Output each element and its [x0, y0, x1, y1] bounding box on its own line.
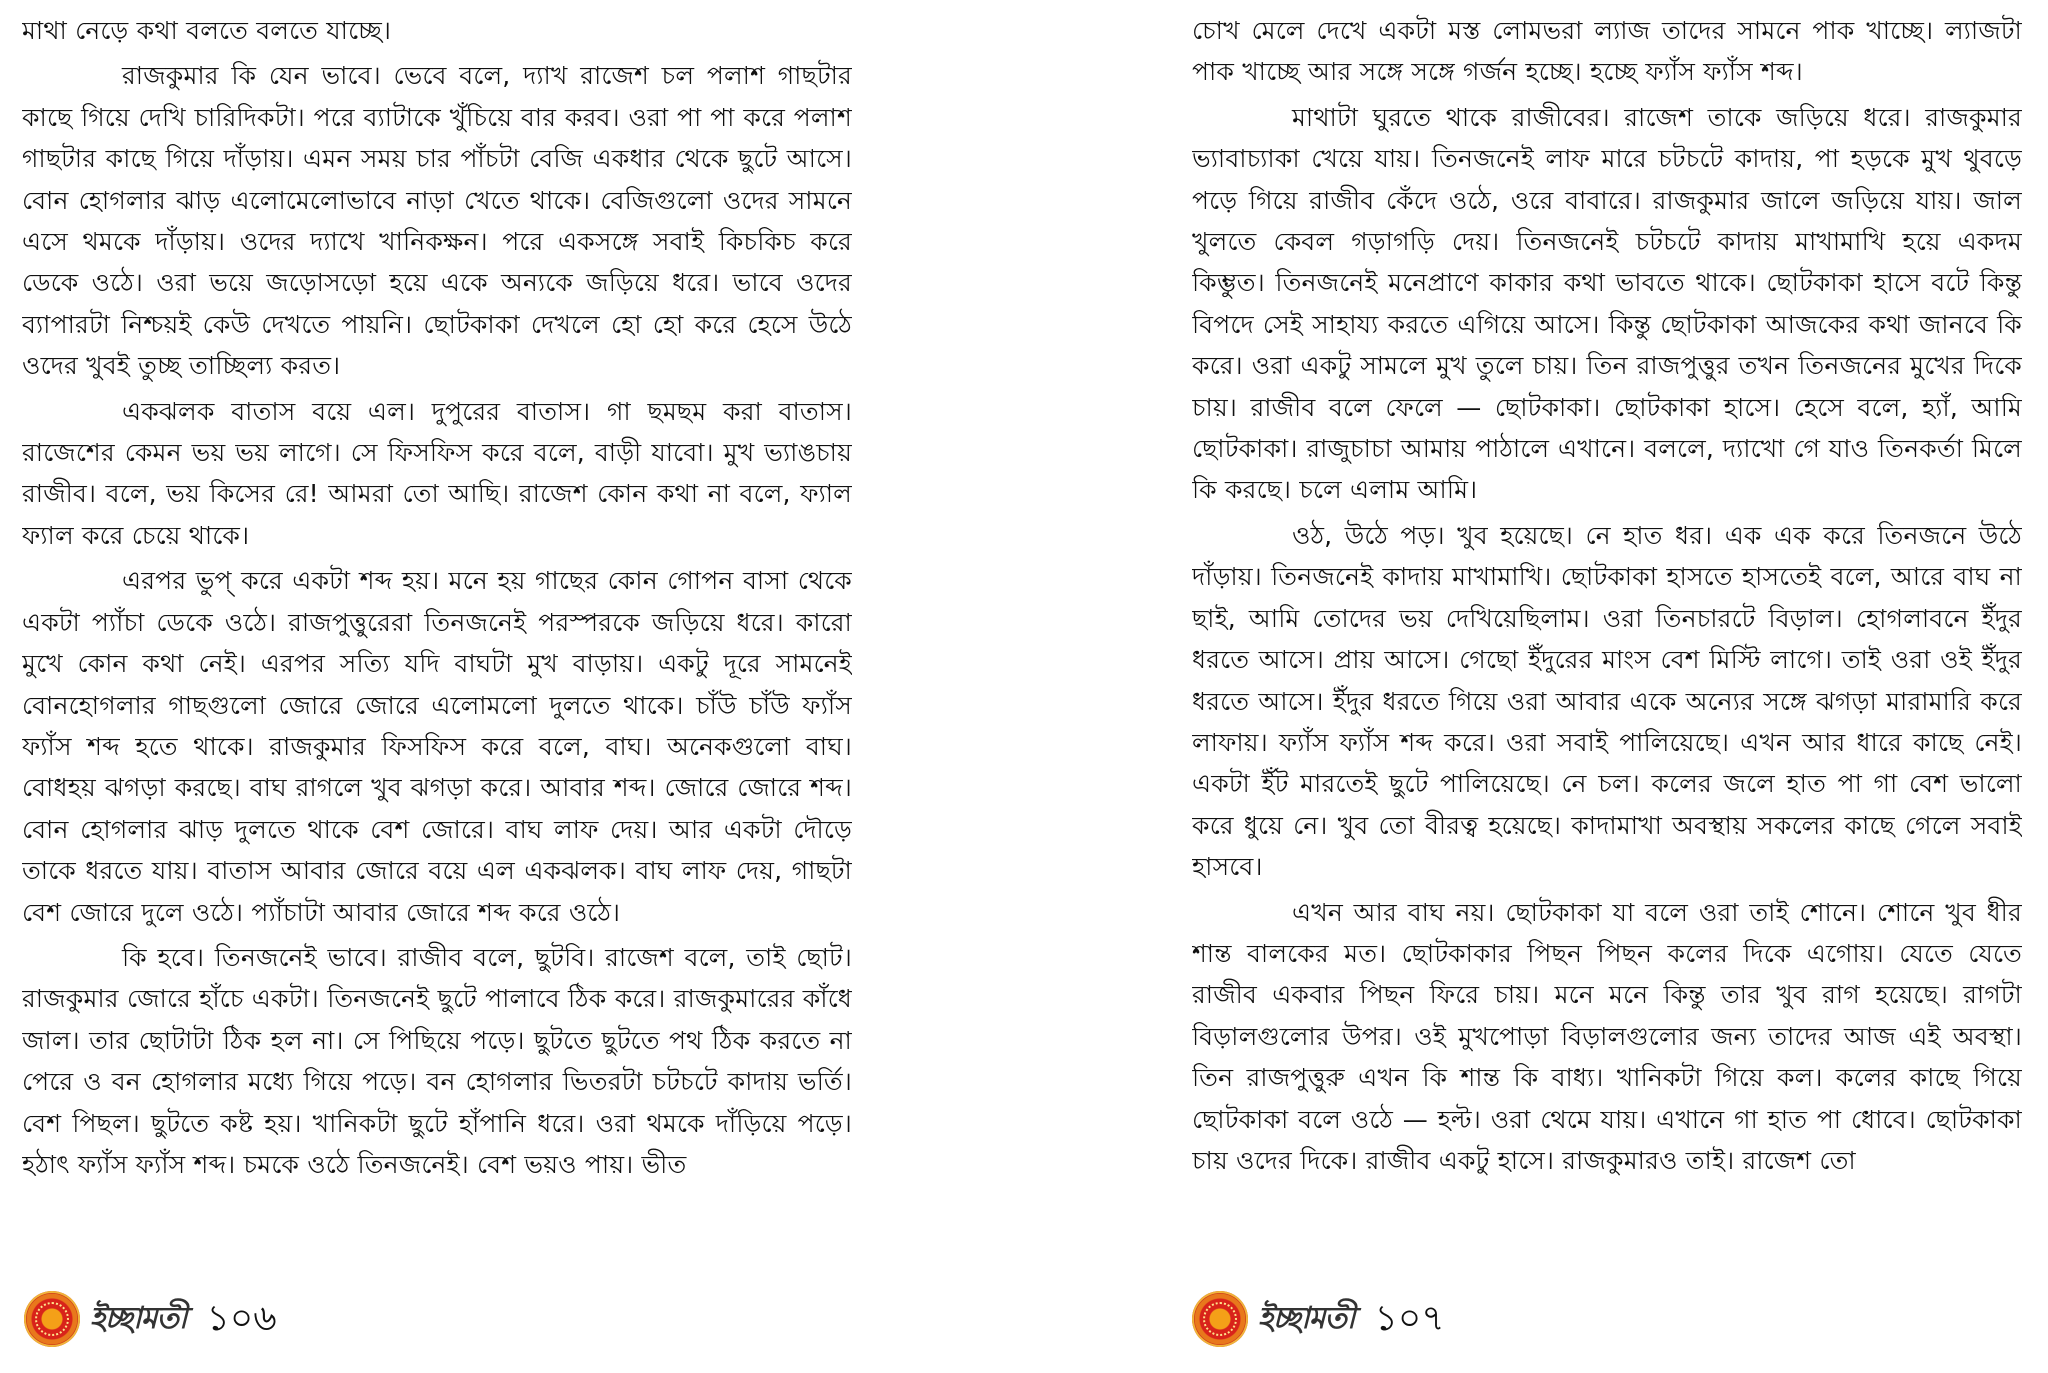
right-page — [1192, 0, 2022, 1373]
left-page-footer — [24, 1284, 277, 1354]
right-paragraph-3: ওঠ, উঠে পড়। খুব হয়েছে। নে হাত ধর। এক এক করে তিনজনে উঠে দাঁড়ায়। তিনজনেই কাদায় মাখামাখি। ছোটকাকা হাসতে হাসতেই বলে, আরে বাঘ না ছাই, আমি তোদের ভয় দেখিয়েছিলাম। ওরা তিনচারটে বিড়াল। হোগলাবনে ইঁদুর ধরতে আসে। প্রায় আসে। গেছো ইঁদুরের মাংস বেশ মিস্টি লাগে। তাই ওরা ওই ইঁদুর ধরতে আসে। ইঁদুর ধরতে গিয়ে ওরা আবার একে অন্যের সঙ্গে ঝগড়া মারামারি করে লাফায়। ফ্যাঁস ফ্যাঁস শব্দ করে। ওরা সবাই পালিয়েছে। এখন আর ধারে কাছে নেই। একটা ইঁট মারতেই ছুটে পালিয়েছে। নে চল। কলের জলে হাত পা গা বেশ ভালো করে ধুয়ে নে। খুব তো বীরত্ব হয়েছে। কাদামাখা অবস্থায় সকলের কাছে গেলে সবাই হাসবে। — [1192, 520, 2022, 882]
left-paragraph-2: রাজকুমার কি যেন ভাবে। ভেবে বলে, দ্যাখ রাজেশ চল পলাশ গাছটার কাছে গিয়ে দেখি চারিদিকটা। পরে ব্যাটাকে খুঁচিয়ে বার করব। ওরা পা পা করে পলাশ গাছটার কাছে গিয়ে দাঁড়ায়। এমন সময় চার পাঁচটা বেজি একধার থেকে ছুটে আসে। বোন হোগলার ঝাড় এলোমেলোভাবে নাড়া খেতে থাকে। বেজিগুলো ওদের সামনে এসে থমকে দাঁড়ায়। ওদের দ্যাখে খানিকক্ষন। পরে একসঙ্গে সবাই কিচকিচ করে ডেকে ওঠে। ওরা ভয়ে জড়োসড়ো হয়ে একে অন্যকে জড়িয়ে ধরে। ভাবে ওদের ব্যাপারটা নিশ্চয়ই কেউ দেখতে পায়নি। ছোটকাকা দেখলে হো হো করে হেসে উঠে ওদের খুবই তুচ্ছ তাচ্ছিল্য করত। — [22, 61, 852, 381]
left-paragraph-5: কি হবে। তিনজনেই ভাবে। রাজীব বলে, ছুটবি। রাজেশ বলে, তাই ছোট। রাজকুমার জোরে হাঁচে একটা। তিনজনেই ছুটে পালাবে ঠিক করে। রাজকুমারের কাঁধে জাল। তার ছোটাটা ঠিক হল না। সে পিছিয়ে পড়ে। ছুটতে ছুটতে পথ ঠিক করতে না পেরে ও বন হোগলার মধ্যে গিয়ে পড়ে। বন হোগলার ভিতরটা চটচটে কাদায় ভর্তি। বেশ পিছল। ছুটতে কষ্ট হয়। খানিকটা ছুটে হাঁপানি ধরে। ওরা থমকে দাঁড়িয়ে পড়ে। হঠাৎ ফ্যাঁস ফ্যাঁস শব্দ। চমকে ওঠে তিনজনেই। বেশ ভয়ও পায়। ভীত — [22, 942, 852, 1179]
magazine-emblem-icon — [24, 1291, 80, 1347]
right-page-text — [1192, 10, 2022, 1272]
magazine-emblem-icon — [1192, 1291, 1248, 1347]
left-paragraph-3: একঝলক বাতাস বয়ে এল। দুপুরের বাতাস। গা ছমছম করা বাতাস। রাজেশের কেমন ভয় ভয় লাগে। সে ফিসফিস করে বলে, বাড়ী যাবো। মুখ ভ্যাঙচায় রাজীব। বলে, ভয় কিসের রে! আমরা তো আছি। রাজেশ কোন কথা না বলে, ফ্যাল ফ্যাল করে চেয়ে থাকে। — [22, 396, 852, 550]
left-page-text — [22, 10, 852, 1272]
right-paragraph-2: মাথাটা ঘুরতে থাকে রাজীবের। রাজেশ তাকে জড়িয়ে ধরে। রাজকুমার ভ্যাবাচ্যাকা খেয়ে যায়। তিনজনেই লাফ মারে চটচটে কাদায়, পা হড়কে মুখ থুবড়ে পড়ে গিয়ে রাজীব কেঁদে ওঠে, ওরে বাবারে। রাজকুমার জালে জড়িয়ে যায়। জাল খুলতে কেবল গড়াগড়ি দেয়। তিনজনেই চটচটে কাদায় মাখামাখি হয়ে একদম কিম্ভুত। তিনজনেই মনেপ্রাণে কাকার কথা ভাবতে থাকে। ছোটকাকা হাসে বটে কিন্তু বিপদে সেই সাহায্য করতে এগিয়ে আসে। কিন্তু ছোটকাকা আজকের কথা জানবে কি করে। ওরা একটু সামলে মুখ তুলে চায়। তিন রাজপুত্তুর তখন তিনজনের মুখের দিকে চায়। রাজীব বলে ফেলে — ছোটকাকা। ছোটকাকা হাসে। হেসে বলে, হ্যাঁ, আমি ছোটকাকা। রাজুচাচা আমায় পাঠালে এখানে। বললে, দ্যাখো গে যাও তিনকর্তা মিলে কি করছে। চলে এলাম আমি। — [1192, 102, 2022, 505]
page-number-left: ১০৬ — [206, 1298, 277, 1339]
right-page-footer — [1192, 1284, 1445, 1354]
magazine-logo: ইচ্ছামতী — [90, 1300, 187, 1336]
right-paragraph-4: এখন আর বাঘ নয়। ছোটকাকা যা বলে ওরা তাই শোনে। শোনে খুব ধীর শান্ত বালকের মত। ছোটকাকার পিছন পিছন কলের দিকে এগোয়। যেতে যেতে রাজীব একবার পিছন ফিরে চায়। মনে মনে কিন্তু তার খুব রাগ হয়েছে। রাগটা বিড়ালগুলোর উপর। ওই মুখপোড়া বিড়ালগুলোর জন্য তাদের আজ এই অবস্থা। তিন রাজপুত্তুরু এখন কি শান্ত কি বাধ্য। খানিকটা গিয়ে কল। কলের কাছে গিয়ে ছোটকাকা বলে ওঠে — হল্ট। ওরা থেমে যায়। এখানে গা হাত পা ধোবে। ছোটকাকা চায় ওদের দিকে। রাজীব একটু হাসে। রাজকুমারও তাই। রাজেশ তো — [1192, 897, 2022, 1175]
left-page — [22, 0, 852, 1373]
page-number-right: ১০৭ — [1374, 1298, 1445, 1339]
left-paragraph-1: মাথা নেড়ে কথা বলতে বলতে যাচ্ছে। — [22, 16, 392, 45]
magazine-logo: ইচ্ছামতী — [1258, 1300, 1355, 1336]
right-paragraph-1: চোখ মেলে দেখে একটা মস্ত লোমভরা ল্যাজ তাদের সামনে পাক খাচ্ছে। ল্যাজটা পাক খাচ্ছে আর সঙ্গে সঙ্গে গর্জন হচ্ছে। হচ্ছে ফ্যাঁস ফ্যাঁস শব্দ। — [1192, 16, 2022, 87]
left-paragraph-4: এরপর ভুপ্ করে একটা শব্দ হয়। মনে হয় গাছের কোন গোপন বাসা থেকে একটা প্যাঁচা ডেকে ওঠে। রাজপুত্তুরেরা তিনজনেই পরস্পরকে জড়িয়ে ধরে। কারো মুখে কোন কথা নেই। এরপর সত্যি যদি বাঘটা মুখ বাড়ায়। একটু দূরে সামনেই বোনহোগলার গাছগুলো জোরে জোরে এলোমলো দুলতে থাকে। চাঁউ চাঁউ ফ্যাঁস ফ্যাঁস শব্দ হতে থাকে। রাজকুমার ফিসফিস করে বলে, বাঘ। অনেকগুলো বাঘ। বোধহয় ঝগড়া করছে। বাঘ রাগলে খুব ঝগড়া করে। আবার শব্দ। জোরে জোরে শব্দ। বোন হোগলার ঝাড় দুলতে থাকে বেশ জোরে। বাঘ লাফ দেয়। আর একটা দৌড়ে তাকে ধরতে যায়। বাতাস আবার জোরে বয়ে এল একঝলক। বাঘ লাফ দেয়, গাছটা বেশ জোরে দুলে ওঠে। প্যাঁচাটা আবার জোরে শব্দ করে ওঠে। — [22, 566, 852, 927]
